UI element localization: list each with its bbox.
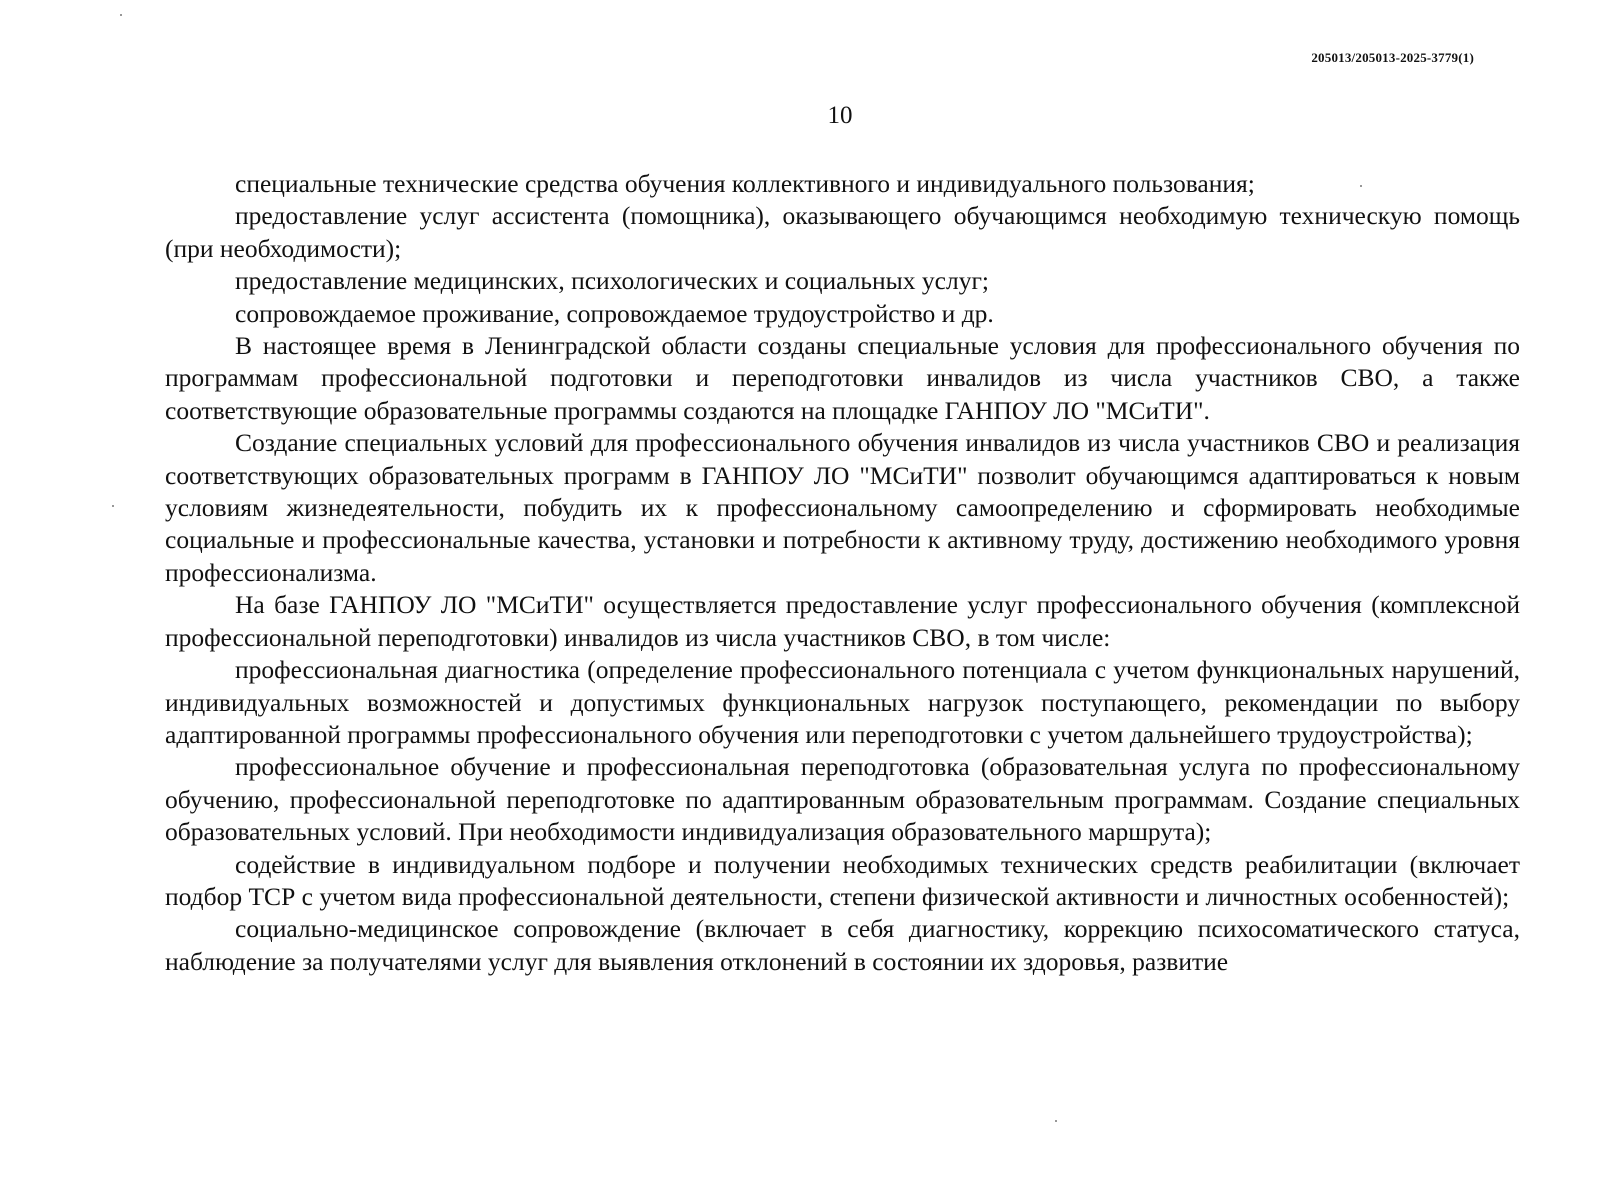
paragraph-list-item: профессиональное обучение и профессиональная переподготовка (образовательная услуга по профессиональному обучению, профессиональной переподготовке по адаптированным образовательным программам. Создание специальных образовательных условий. При необходимости индивидуализация образовательного маршрута);: [165, 752, 1520, 847]
paragraph-list-item: содействие в индивидуальном подборе и получении необходимых технических средств реабилитации (включает подбор ТСР с учетом вида профессиональной деятельности, степени физической активности и личностных особенностей);: [165, 849, 1520, 911]
paragraph: Создание специальных условий для профессионального обучения инвалидов из числа участников СВО и реализация соответствующих образовательных программ в ГАНПОУ ЛО "МСиТИ" позволит обучающимся адаптироваться к новым условиям жизнедеятельности, побудить их к профессиональному самоопределению и сформировать необходимые социальные и профессиональные качества, установки и потребности к активному труду, достижению необходимого уровня профессионализма.: [165, 428, 1520, 587]
page-number: 10: [827, 102, 853, 129]
paragraph-list-item: предоставление услуг ассистента (помощника), оказывающего обучающимся необходимую техническую помощь (при необходимости);: [165, 201, 1520, 263]
paragraph: На базе ГАНПОУ ЛО "МСиТИ" осуществляется предоставление услуг профессионального обучения (комплексной профессиональной переподготовки) инвалидов из числа участников СВО, в том числе:: [165, 590, 1520, 652]
scan-speck: [120, 14, 122, 16]
document-registration-number: 205013/205013-2025-3779(1): [1311, 50, 1474, 65]
scan-speck: [112, 505, 114, 507]
scan-speck: [1055, 1120, 1057, 1122]
document-body: [165, 168, 1520, 978]
scan-speck: [1360, 185, 1362, 187]
paragraph-list-item: специальные технические средства обучения коллективного и индивидуального пользования;: [235, 169, 1255, 198]
paragraph-list-item: социально-медицинское сопровождение (включает в себя диагностику, коррекцию психосоматического статуса, наблюдение за получателями услуг для выявления отклонений в состоянии их здоровья, развитие: [165, 914, 1520, 976]
paragraph-list-item: сопровождаемое проживание, сопровождаемое трудоустройство и др.: [235, 298, 994, 328]
paragraph-list-item: профессиональная диагностика (определение профессионального потенциала с учетом функциональных нарушений, индивидуальных возможностей и допустимых функциональных нагрузок поступающего, рекомендации по выбору адаптированной программы профессионального обучения или переподготовки с учетом дальнейшего трудоустройства);: [165, 655, 1520, 749]
paragraph: В настоящее время в Ленинградской области созданы специальные условия для профессионального обучения по программам профессиональной подготовки и переподготовки инвалидов из числа участников СВО, а также соответствующие образовательные программы создаются на площадке ГАНПОУ ЛО "МСиТИ".: [165, 331, 1520, 425]
paragraph-list-item: предоставление медицинских, психологических и социальных услуг;: [235, 266, 990, 296]
